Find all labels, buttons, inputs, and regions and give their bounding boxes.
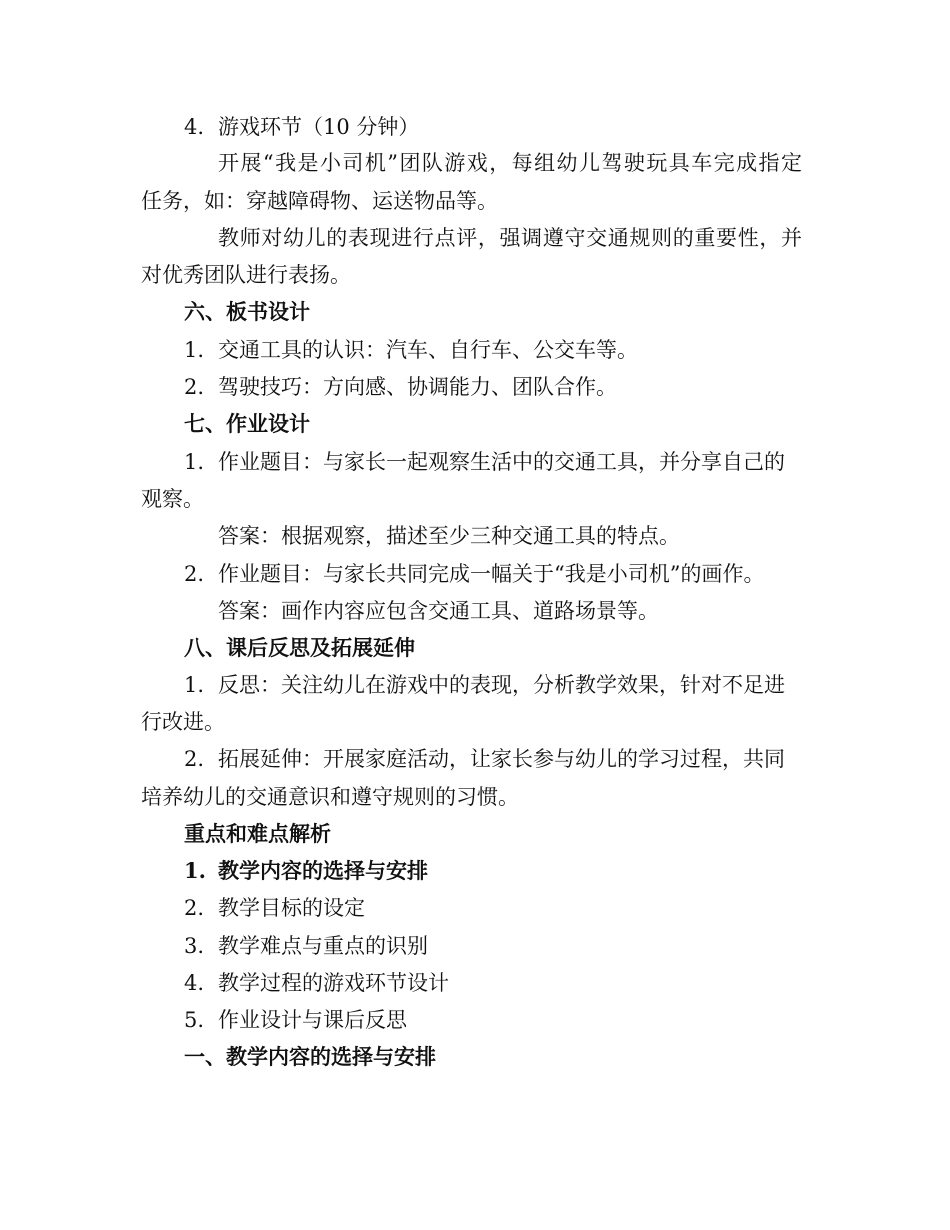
list-text: 教学内容的选择与安排 xyxy=(218,858,428,883)
list-number: 1. xyxy=(184,858,206,883)
section-heading: 七、作业设计 xyxy=(184,411,310,436)
list-item xyxy=(184,372,617,402)
paragraph-line: 对优秀团队进行表扬。 xyxy=(141,263,351,287)
list-item xyxy=(184,856,428,886)
list-text: 反思：关注幼儿在游戏中的表现，分析教学效果，针对不足进 xyxy=(218,673,785,697)
paragraph-line: 培养幼儿的交通意识和遵守规则的习惯。 xyxy=(141,785,519,809)
list-item xyxy=(184,893,365,923)
list-text: 游戏环节（10 分钟） xyxy=(218,115,420,139)
section-heading: 六、板书设计 xyxy=(184,299,310,324)
paragraph-line: 观察。 xyxy=(141,487,204,511)
list-text: 作业设计与课后反思 xyxy=(218,1008,407,1032)
section-heading: 重点和难点解析 xyxy=(184,821,331,846)
list-number: 2. xyxy=(184,747,205,771)
list-item xyxy=(184,447,785,477)
answer-line: 答案：根据观察，描述至少三种交通工具的特点。 xyxy=(218,524,680,548)
list-number: 4. xyxy=(184,971,205,995)
list-text: 教学过程的游戏环节设计 xyxy=(218,971,449,995)
list-item xyxy=(184,968,449,998)
list-item xyxy=(184,335,638,365)
list-item xyxy=(184,931,428,961)
list-item xyxy=(184,1005,407,1035)
paragraph-line: 开展“我是小司机”团队游戏，每组幼儿驾驶玩具车完成指定 xyxy=(218,151,802,175)
list-text: 教学目标的设定 xyxy=(218,896,365,920)
list-number: 1. xyxy=(184,450,205,474)
section-heading: 八、课后反思及拓展延伸 xyxy=(184,635,415,660)
list-number: 4. xyxy=(184,115,205,139)
list-number: 1. xyxy=(184,673,205,697)
list-number: 3. xyxy=(184,934,205,958)
list-item xyxy=(184,559,764,589)
list-number: 1. xyxy=(184,338,205,362)
list-text: 作业题目：与家长共同完成一幅关于“我是小司机”的画作。 xyxy=(218,562,765,586)
list-text: 教学难点与重点的识别 xyxy=(218,934,428,958)
list-text: 作业题目：与家长一起观察生活中的交通工具，并分享自己的 xyxy=(218,450,785,474)
paragraph-line: 行改进。 xyxy=(141,710,225,734)
list-number: 2. xyxy=(184,896,205,920)
list-text: 交通工具的认识：汽车、自行车、公交车等。 xyxy=(218,338,638,362)
list-number: 2. xyxy=(184,562,205,586)
list-item xyxy=(184,744,785,774)
list-item-game-section xyxy=(184,112,419,142)
list-item xyxy=(184,670,785,700)
answer-line: 答案：画作内容应包含交通工具、道路场景等。 xyxy=(218,599,659,623)
paragraph-line: 任务，如：穿越障碍物、运送物品等。 xyxy=(141,189,498,213)
paragraph-line: 教师对幼儿的表现进行点评，强调遵守交通规则的重要性，并 xyxy=(218,226,802,250)
list-text: 驾驶技巧：方向感、协调能力、团队合作。 xyxy=(218,375,617,399)
list-number: 5. xyxy=(184,1008,205,1032)
section-heading: 一、教学内容的选择与安排 xyxy=(184,1044,436,1069)
list-number: 2. xyxy=(184,375,205,399)
list-text: 拓展延伸：开展家庭活动，让家长参与幼儿的学习过程，共同 xyxy=(218,747,785,771)
